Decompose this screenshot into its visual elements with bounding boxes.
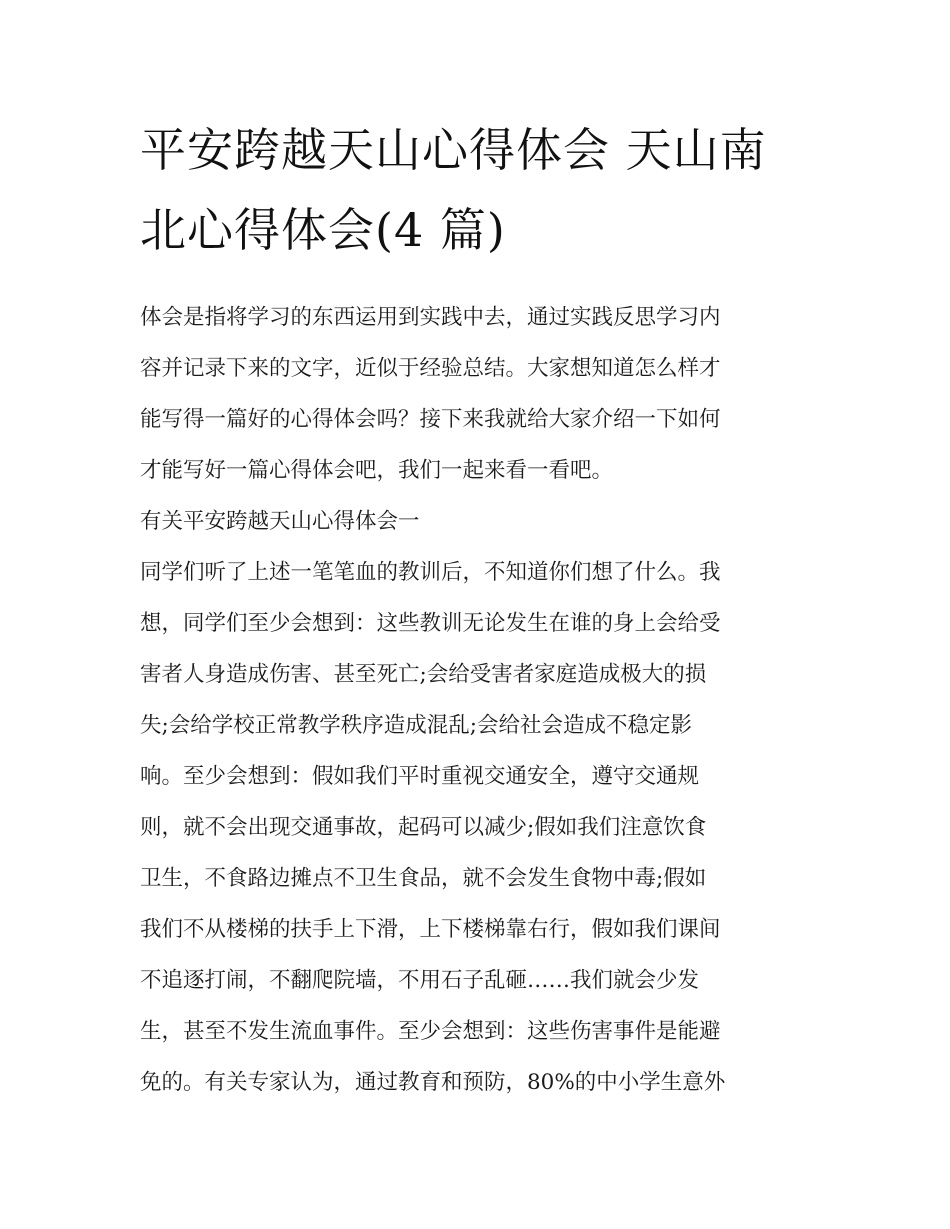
text-line: 则，就不会出现交通事故，起码可以减少;假如我们注意饮食 bbox=[140, 815, 707, 840]
title-line: 平安跨越天山心得体会 天山南 bbox=[140, 123, 767, 177]
text-line: 免的。有关专家认为，通过教育和预防，80%的中小学生意外 bbox=[140, 1070, 726, 1095]
text-line: 卫生，不食路边摊点不卫生食品，就不会发生食物中毒;假如 bbox=[140, 866, 707, 891]
text-line: 容并记录下来的文字，近似于经验总结。大家想知道怎么样才 bbox=[140, 356, 721, 381]
intro-paragraph bbox=[140, 292, 820, 496]
text-line: 同学们听了上述一笔笔血的教训后，不知道你们想了什么。我 bbox=[140, 560, 721, 585]
body-paragraph bbox=[140, 547, 820, 1108]
text-line: 才能写好一篇心得体会吧，我们一起来看一看吧。 bbox=[140, 458, 614, 483]
text-line: 体会是指将学习的东西运用到实践中去，通过实践反思学习内 bbox=[140, 305, 721, 330]
text-line: 我们不从楼梯的扶手上下滑，上下楼梯靠右行，假如我们课间 bbox=[140, 917, 721, 942]
text-line: 害者人身造成伤害、甚至死亡;会给受害者家庭造成极大的损 bbox=[140, 662, 707, 687]
text-line: 失;会给学校正常教学秩序造成混乱;会给社会造成不稳定影 bbox=[140, 713, 692, 738]
document-page bbox=[140, 110, 820, 1108]
section-heading bbox=[140, 496, 820, 547]
text-line: 生，甚至不发生流血事件。至少会想到：这些伤害事件是能避 bbox=[140, 1019, 721, 1044]
text-line: 想，同学们至少会想到：这些教训无论发生在谁的身上会给受 bbox=[140, 611, 721, 636]
text-line: 能写得一篇好的心得体会吗？接下来我就给大家介绍一下如何 bbox=[140, 407, 721, 432]
section-heading-text: 有关平安跨越天山心得体会一 bbox=[140, 509, 420, 534]
document-title bbox=[140, 110, 820, 270]
title-line: 北心得体会(4 篇) bbox=[140, 203, 506, 257]
text-line: 不追逐打闹，不翻爬院墙，不用石子乱砸……我们就会少发 bbox=[140, 968, 700, 993]
text-line: 响。至少会想到：假如我们平时重视交通安全，遵守交通规 bbox=[140, 764, 700, 789]
